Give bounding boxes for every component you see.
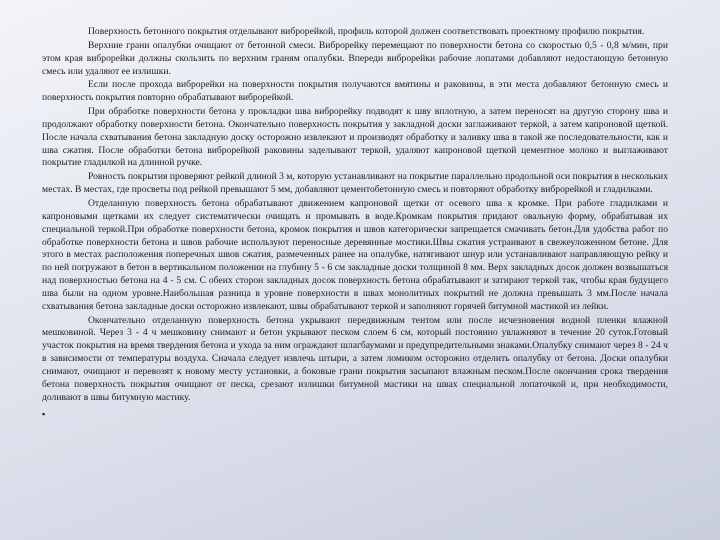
paragraph-1: Поверхность бетонного покрытия отделывают виброрейкой, профиль которой должен соответствовать проектному профилю покрытия. [88,26,645,37]
paragraph-4: При обработке поверхности бетона у прокладки шва виброрейку подводят к шву вплотную, а затем переносят на другую сторону шва и продолжают обработку поверхности бетона. Окончательно поверхность покрытия у закладной доски заглаживают теркой, а затем капроновой щеткой. После начала схватывания бетона закладную доску осторожно извлекают и производят обработку и заливку шва в такой же последовательности, как и шва сжатия. После обработки бетона виброрейкой раковины заделывают теркой, удаляют капроновой щеткой цементное молоко и выглаживают покрытие гладилкой на длинной ручке. [42,106,668,169]
paragraph-5: Ровность покрытия проверяют рейкой длиной 3 м, которую устанавливают на покрытие параллельно продольной оси покрытия в нескольких местах. В местах, где просветы под рейкой превышают 5 мм, добавляют цементобетонную смесь и повторяют обработку виброрейкой и гладилками. [42,171,668,196]
document-body [42,26,668,421]
bullet-marker: ▪ [42,409,46,420]
paragraph-6: Отделанную поверхность бетона обрабатывают движением капроновой щетки от осевого шва к кромке. При работе гладилками и капроновыми щетками их следует систематически очищать и промывать в воде.Кромкам покрытия придают овальную форму, обрабатывая их специальной теркой.При обработке поверхности бетона, кромок покрытия и швов категорически запрещается смачивать бетон.Для удобства работ по обработке поверхности бетона и швов рабочие используют переносные деревянные мостики.Швы сжатия устраивают в свежеуложенном бетоне. Для этого в местах расположения поперечных швов сжатия, размеченных ранее на опалубке, натягивают шнур или устанавливают направляющую рейку и по ней погружают в бетон в вертикальном положении на глубину 5 - 6 см закладные доски толщиной 8 мм. Верх закладных досок должен возвышаться над поверхностью бетона на 4 - 5 см. С обеих сторон закладных досок поверхность бетона обрабатывают и затирают теркой так, чтобы края будущего шва были на одном уровне.Наибольшая разница в уровне поверхности в швах монолитных покрытий не должна превышать 3 мм.После начала схватывания бетона закладные доски осторожно извлекают, швы обрабатывают теркой и заполняют горячей битумной мастикой из лейки. [42,197,668,312]
paragraph-2: Верхние грани опалубки очищают от бетонной смеси. Виброрейку перемещают по поверхности бетона со скоростью 0,5 - 0,8 м/мин, при этом края виброрейки должны скользить по верхним граням опалубки. Впереди виброрейки рабочие лопатами добавляют недостающую бетонную смесь или удаляют ее излишки. [42,39,668,77]
paragraph-7: Окончательно отделанную поверхность бетона укрывают передвижным тентом или после исчезновения водной пленки влажной мешковиной. Через 3 - 4 ч мешковину снимают и бетон укрывают песком слоем 6 см, который постоянно увлажняют в течение 20 суток.Готовый участок покрытия на время твердения бетона и ухода за ним ограждают шлагбаумами и предупредительными знаками.Опалубку снимают через 8 - 24 ч в зависимости от температуры воздуха. Сначала следует извлечь штыри, а затем ломиком осторожно отделить опалубку от бетона. Доски опалубки снимают, очищают и перевозят к новому месту установки, а боковые грани покрытия засыпают влажным песком.После окончания срока твердения бетона поверхность покрытия очищают от песка, срезают излишки битумной мастики на швах специальной лопаточкой и, при необходимости, доливают в швы битумную мастику. [42,314,668,403]
paragraph-3: Если после прохода виброрейки на поверхности покрытия получаются вмятины и раковины, в эти места добавляют бетонную смесь и поверхность покрытия повторно обрабатывают виброрейкой. [42,79,668,104]
